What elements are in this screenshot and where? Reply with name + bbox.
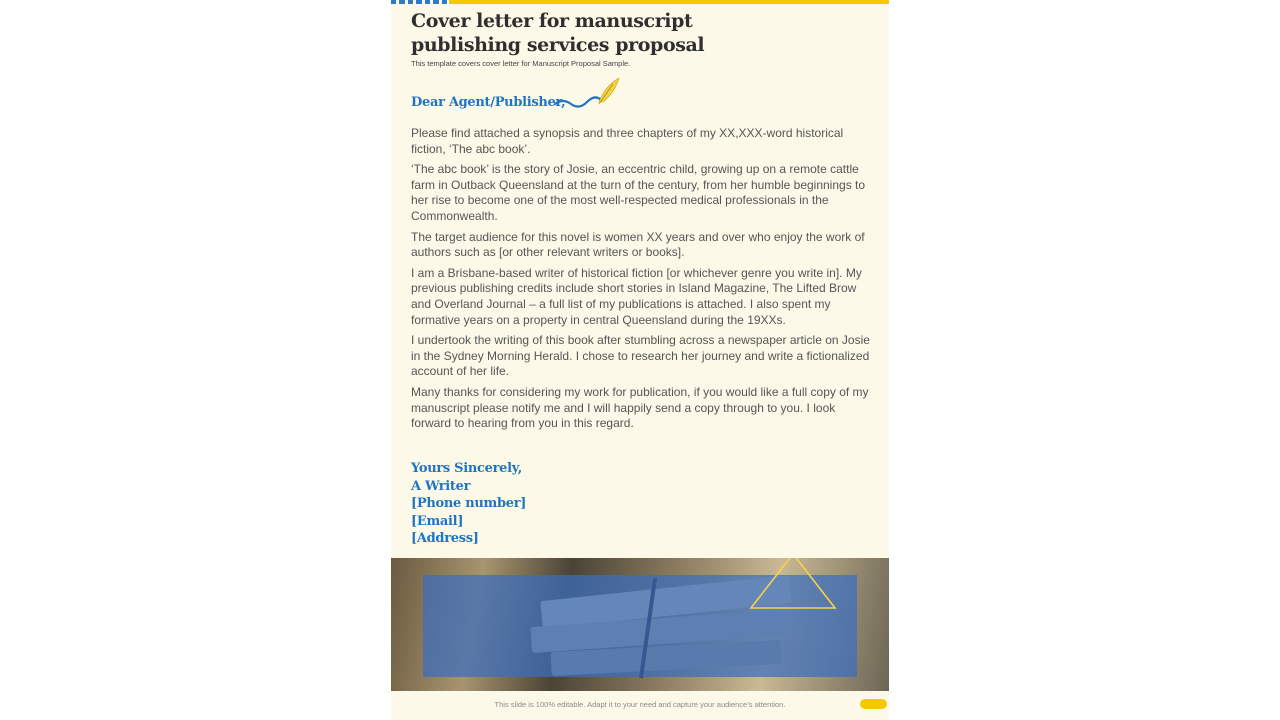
top-stripe-decoration [391, 0, 447, 4]
page-footer [391, 691, 889, 720]
page-subtitle: This template covers cover letter for Manuscript Proposal Sample. [411, 59, 631, 68]
signoff-address: [Address] [411, 531, 479, 547]
signoff-phone: [Phone number] [411, 496, 527, 512]
letter-greeting: Dear Agent/Publisher, [411, 95, 566, 110]
triangle-outline-icon [749, 558, 837, 610]
footer-note: This slide is 100% editable. Adapt it to your need and capture your audience’s attention. [494, 700, 786, 709]
signoff-closing: Yours Sincerely, [411, 461, 523, 476]
signoff-email: [Email] [411, 513, 464, 529]
letter-paragraph: I undertook the writing of this book after stumbling across a newspaper article on Josie in the Sydney Morning Herald. I chose to research her journey and write a fictionalized account of her life. [411, 333, 870, 379]
letter-paragraph: Many thanks for considering my work for publication, if you would like a full copy of my manuscript please notify me and I will happily send a copy through to you. I look forward to hearing from you in this regard. [411, 384, 869, 431]
books-photo [391, 558, 889, 691]
letter-paragraph: ‘The abc book’ is the story of Josie, an eccentric child, growing up on a remote cattle farm in Outback Queensland at the turn of the century, from her humble beginnings to her rise to become one of the most well-respected medical professionals in the Commonwealth. [411, 162, 866, 223]
document-page [391, 0, 889, 720]
letter-paragraph: I am a Brisbane-based writer of historical fiction [or whichever genre you write in]. My previous publishing credits include short stories in Island Magazine, The Lifted Brow and Overland Journal – a full list of my publications is attached. I also spent my formative years on a property in central Queensland during the 19XXs. [411, 265, 862, 327]
letter-signoff [411, 460, 526, 548]
footer-pill-decoration [860, 699, 887, 709]
letter-paragraph: Please find attached a synopsis and three chapters of my XX,XXX-word historical fiction, ‘The abc book’. [411, 126, 844, 156]
letter-body [411, 126, 871, 437]
letter-paragraph: The target audience for this novel is women XX years and over who enjoy the work of authors such as [or other relevant writers or books]. [411, 229, 865, 260]
page-title: Cover letter for manuscript publishing services proposal [411, 10, 705, 56]
quill-pen-icon [553, 78, 623, 114]
signoff-name: A Writer [411, 478, 471, 494]
top-accent-bar [449, 0, 889, 4]
